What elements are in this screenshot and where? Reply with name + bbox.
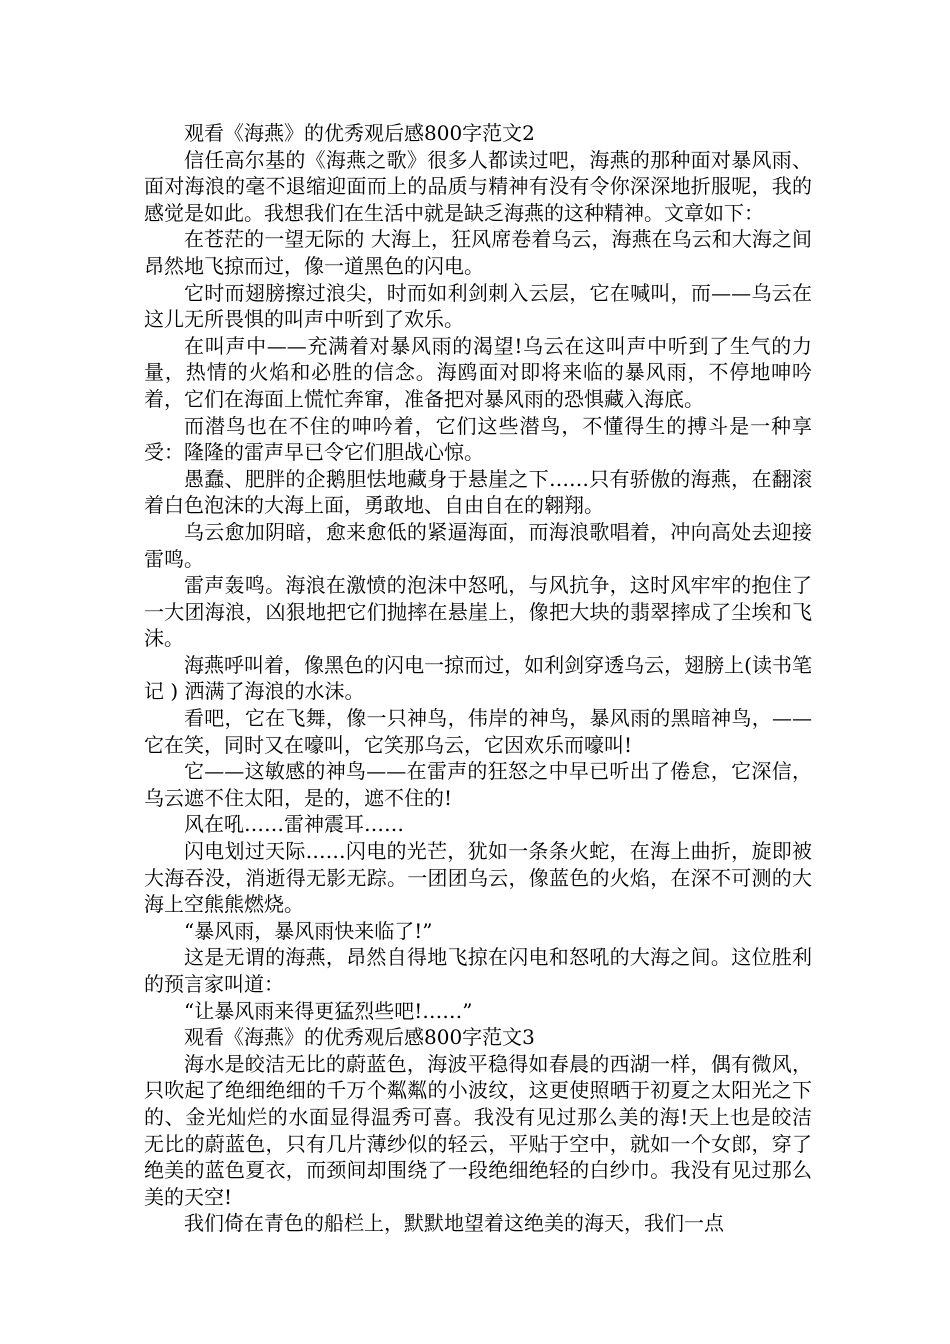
paragraph: 信任高尔基的《海燕之歌》很多人都读过吧，海燕的那种面对暴风雨、面对海浪的毫不退缩迎面而上的品质与精神有没有令你深深地折服呢，我的感觉是如此。我想我们在生活中就是缺乏海燕的这种精神。文章如下： [144, 147, 812, 225]
paragraph: 乌云愈加阴暗，愈来愈低的紧逼海面，而海浪歌唱着，冲向高处去迎接雷鸣。 [144, 519, 812, 571]
paragraph: “暴风雨，暴风雨快来临了!” [184, 918, 433, 943]
paragraph: 我们倚在青色的船栏上，默默地望着这绝美的海天，我们一点 [184, 1211, 724, 1236]
paragraph: 它——这敏感的神鸟——在雷声的狂怒之中早已听出了倦怠，它深信，乌云遮不住太阳，是的，遮不住的! [144, 759, 812, 810]
section-heading: 观看《海燕》的优秀观后感800字范文3 [184, 1025, 535, 1050]
paragraph: 在叫声中——充满着对暴风雨的渴望!乌云在这叫声中听到了生气的力量，热情的火焰和必胜的信念。海鸥面对即将来临的暴风雨，不停地呻吟着，它们在海面上慌忙奔窜，准备把对暴风雨的恐惧藏入海底。 [144, 333, 812, 411]
paragraph: 在苍茫的一望无际的 大海上，狂风席卷着乌云，海燕在乌云和大海之间昂然地飞掠而过，像一道黑色的闪电。 [144, 227, 812, 278]
paragraph: 愚蠢、肥胖的企鹅胆怯地藏身于悬崖之下……只有骄傲的海燕，在翻滚着白色泡沫的大海上面，勇敢地、自由自在的翱翔。 [144, 466, 812, 518]
paragraph: 海水是皎洁无比的蔚蓝色，海波平稳得如春晨的西湖一样，偶有微风，只吹起了绝细绝细的千万个粼粼的小波纹，这更使照晒于初夏之太阳光之下的、金光灿烂的水面显得温秀可喜。我没有见过那么美的海!天上也是皎洁无比的蔚蓝色，只有几片薄纱似的轻云，平贴于空中，就如一个女郎，穿了绝美的蓝色夏衣，而颈间却围绕了一段绝细绝轻的白纱巾。我没有见过那么美的天空! [144, 1051, 812, 1209]
paragraph: 它时而翅膀擦过浪尖，时而如利剑刺入云层，它在喊叫，而——乌云在这儿无所畏惧的叫声中听到了欢乐。 [144, 280, 812, 332]
paragraph: 海燕呼叫着，像黑色的闪电一掠而过，如利剑穿透乌云，翅膀上(读书笔记 ) 洒满了海浪的水沫。 [144, 652, 812, 704]
paragraph: 这是无谓的海燕，昂然自得地飞掠在闪电和怒吼的大海之间。这位胜利的预言家叫道： [144, 945, 812, 996]
paragraph: 雷声轰鸣。海浪在激愤的泡沫中怒吼，与风抗争，这时风牢牢的抱住了一大团海浪，凶狠地把它们抛摔在悬崖上，像把大块的翡翠摔成了尘埃和飞沫。 [144, 573, 812, 651]
paragraph: “让暴风雨来得更猛烈些吧!……” [184, 998, 473, 1023]
document-page [144, 120, 812, 1237]
paragraph: 风在吼……雷神震耳…… [184, 812, 404, 837]
paragraph: 闪电划过天际……闪电的光芒，犹如一条条火蛇，在海上曲折，旋即被大海吞没，消逝得无影无踪。一团团乌云，像蓝色的火焰，在深不可测的大海上空熊熊燃烧。 [144, 839, 812, 917]
paragraph: 而潜鸟也在不住的呻吟着，它们这些潜鸟，不懂得生的搏斗是一种享受：隆隆的雷声早已令它们胆战心惊。 [144, 413, 812, 465]
section-heading: 观看《海燕》的优秀观后感800字范文2 [184, 121, 535, 145]
paragraph: 看吧，它在飞舞，像一只神鸟，伟岸的神鸟，暴风雨的黑暗神鸟，——它在笑，同时又在嚎叫，它笑那乌云，它因欢乐而嚎叫! [144, 706, 812, 757]
